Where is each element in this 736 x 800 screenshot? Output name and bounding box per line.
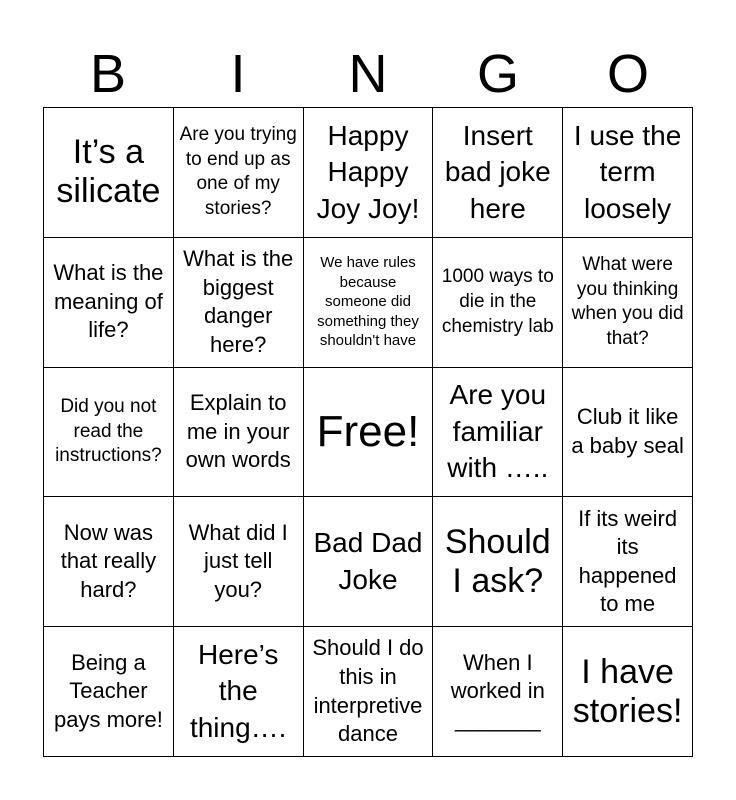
bingo-cell[interactable] (44, 627, 174, 757)
bingo-cell[interactable] (563, 108, 693, 238)
bingo-cell[interactable] (433, 238, 563, 368)
bingo-cell[interactable] (44, 108, 174, 238)
bingo-cell[interactable] (174, 627, 304, 757)
cell-text: Now was that really hard? (60, 519, 157, 603)
bingo-cell[interactable] (433, 108, 563, 238)
bingo-cell[interactable] (44, 368, 174, 498)
cell-text: Did you not read the instructions? (55, 395, 162, 467)
bingo-cell[interactable] (304, 108, 434, 238)
cell-text: What did I just tell you? (188, 519, 288, 603)
cell-text: We have rules because someone did something they shouldn't have (317, 254, 419, 350)
bingo-cell[interactable] (44, 497, 174, 627)
bingo-cell[interactable] (304, 238, 434, 368)
bingo-cell[interactable] (433, 627, 563, 757)
bingo-cell[interactable] (304, 627, 434, 757)
bingo-cell[interactable] (563, 497, 693, 627)
cell-text: If its weird its happened to me (578, 505, 678, 617)
cell-text: Bad Dad Joke (313, 527, 423, 595)
cell-text: Free! (316, 406, 420, 456)
header-letter-o: O (606, 44, 649, 104)
cell-text: Happy Happy Joy Joy! (316, 119, 420, 224)
header-letter-b: B (89, 44, 127, 104)
header-letter-i: I (230, 44, 246, 104)
bingo-cell[interactable] (174, 108, 304, 238)
cell-text: Insert bad joke here (444, 119, 551, 224)
bingo-cell[interactable] (174, 497, 304, 627)
cell-text: Are you trying to end up as one of my stories? (179, 124, 297, 220)
bingo-cell[interactable] (563, 368, 693, 498)
cell-text: Club it like a baby seal (571, 404, 684, 458)
bingo-cell[interactable] (44, 238, 174, 368)
bingo-cell[interactable] (563, 627, 693, 757)
bingo-cell[interactable] (563, 238, 693, 368)
cell-text: Being a Teacher pays more! (53, 649, 163, 732)
cell-text: I use the term loosely (573, 119, 682, 224)
bingo-board (43, 107, 693, 757)
bingo-cell[interactable] (174, 368, 304, 498)
bingo-cell[interactable] (433, 497, 563, 627)
header-letter-n: N (348, 44, 388, 104)
cell-text: Are you familiar with ….. (447, 379, 549, 484)
bingo-header (43, 40, 693, 108)
bingo-cell[interactable] (174, 238, 304, 368)
cell-text: What is the biggest danger here? (183, 246, 294, 357)
free-space-cell[interactable] (304, 368, 434, 498)
cell-text: Here’s the thing…. (189, 639, 287, 743)
cell-text: Explain to me in your own words (185, 390, 291, 473)
cell-text: Should I ask? (444, 522, 551, 600)
cell-text: Should I do this in interpretive dance (312, 635, 424, 747)
header-letter-g: G (476, 44, 519, 104)
cell-text: 1000 ways to die in the chemistry lab (441, 266, 554, 337)
cell-text: It’s a silicate (56, 133, 161, 211)
bingo-cell[interactable] (433, 368, 563, 498)
cell-text: What were you thinking when you did that? (571, 253, 684, 349)
cell-text: I have stories! (572, 652, 683, 730)
bingo-cell[interactable] (304, 497, 434, 627)
cell-text: When I worked in _______ (450, 649, 545, 732)
cell-text: What is the meaning of life? (53, 260, 164, 343)
